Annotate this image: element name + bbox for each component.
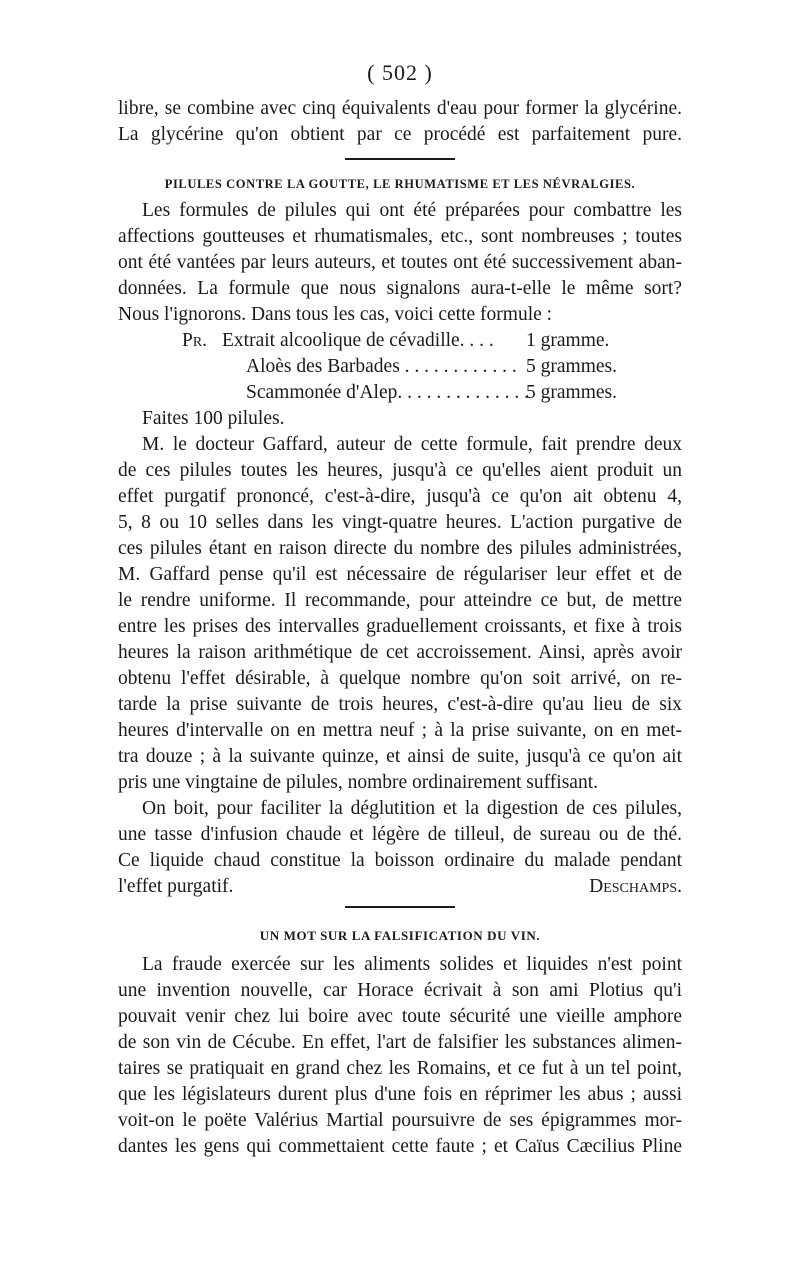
page-number: ( 502 ) [0,60,800,86]
formula-quantity: 5 grammes. [526,356,617,377]
formula-prefix: Pr. [182,330,208,351]
paragraph-line: affections goutteuses et rhumatismales, etc., sont nombreuses ; toutes [118,226,682,247]
paragraph-line: La fraude exercée sur les aliments solides et liquides n'est point [142,954,682,975]
paragraph-line: tra douze ; à la suivante quinze, et ainsi de suite, jusqu'à ce qu'on ait [118,746,682,767]
paragraph-line: une tasse d'infusion chaude et légère de tilleul, de sureau ou de thé. [118,824,682,845]
author-signature: Deschamps. [589,876,682,897]
formula-ingredient: Aloès des Barbades . . . . . . . . . . . . [246,356,517,377]
paragraph-line: pouvait venir chez lui boire avec toute sécurité une vieille amphore [118,1006,682,1027]
paragraph-line: Les formules de pilules qui ont été préparées pour combattre les [142,200,682,221]
formula-quantity: 1 gramme. [526,330,610,351]
formula-ingredient: Extrait alcoolique de cévadille. . . . [222,330,494,351]
paragraph-line: voit-on le poëte Valérius Martial poursuivre de ses épigrammes mor- [118,1110,682,1131]
section-heading: PILULES CONTRE LA GOUTTE, LE RHUMATISME ET LES NÉVRALGIES. [164,177,636,191]
paragraph-line: 5, 8 ou 10 selles dans les vingt-quatre heures. L'action purgative de [118,512,682,533]
paragraph-line: On boit, pour faciliter la déglutition et la digestion de ces pilules, [142,798,682,819]
section-divider [345,906,455,908]
paragraph-line: que les législateurs durent plus d'une fois en réprimer les abus ; aussi [118,1084,682,1105]
paragraph-line: le rendre uniforme. Il recommande, pour atteindre ce but, de mettre [118,590,682,611]
paragraph-line: ces pilules étant en raison directe du nombre des pilules administrées, [118,538,682,559]
paragraph-line: M. Gaffard pense qu'il est nécessaire de régulariser leur effet et de [118,564,682,585]
paragraph-line: données. La formule que nous signalons aura-t-elle le même sort? [118,278,682,299]
paragraph-line: de son vin de Cécube. En effet, l'art de falsifier les substances alimen- [118,1032,682,1053]
paragraph-line: ont été vantées par leurs auteurs, et toutes ont été successivement aban- [118,252,682,273]
paragraph-line: Ce liquide chaud constitue la boisson ordinaire du malade pendant [118,850,682,871]
section-divider [345,158,455,160]
paragraph-line: une invention nouvelle, car Horace écrivait à son ami Plotius qu'i [118,980,682,1001]
paragraph-line: heures d'intervalle on en mettra neuf ; à la prise suivante, on en met- [118,720,682,741]
paragraph-line: effet purgatif prononcé, c'est-à-dire, jusqu'à ce qu'on ait obtenu 4, [118,486,682,507]
paragraph-line: heures la raison arithmétique de cet accroissement. Ainsi, après avoir [118,642,682,663]
paragraph-line: taires se pratiquait en grand chez les Romains, et ce fut à un tel point, [118,1058,682,1079]
paragraph-line: Nous l'ignorons. Dans tous les cas, voici cette formule : [118,304,553,325]
formula-quantity: 5 grammes. [526,382,617,403]
text-line: libre, se combine avec cinq équivalents d'eau pour former la glycérine. [118,98,682,119]
paragraph-line: l'effet purgatif. [118,876,234,897]
paragraph-line: entre les prises des intervalles graduellement croissants, et fixe à trois [118,616,682,637]
formula-closing: Faites 100 pilules. [142,408,285,429]
text-line: La glycérine qu'on obtient par ce procédé est parfaitement pure. [118,124,682,145]
paragraph-line: pris une vingtaine de pilules, nombre ordinairement suffisant. [118,772,598,793]
paragraph-line: dantes les gens qui commettaient cette faute ; et Caïus Cæcilius Pline [118,1136,682,1157]
paragraph-line: obtenu l'effet désirable, à quelque nombre qu'on soit arrivé, on re- [118,668,682,689]
formula-ingredient: Scammonée d'Alep. . . . . . . . . . . . . . [246,382,529,403]
paragraph-line: M. le docteur Gaffard, auteur de cette formule, fait prendre deux [142,434,682,455]
paragraph-line: tarde la prise suivante de trois heures, c'est-à-dire qu'au lieu de six [118,694,682,715]
section-heading: UN MOT SUR LA FALSIFICATION DU VIN. [259,928,541,943]
paragraph-line: de ces pilules toutes les heures, jusqu'à ce qu'elles aient produit un [118,460,682,481]
